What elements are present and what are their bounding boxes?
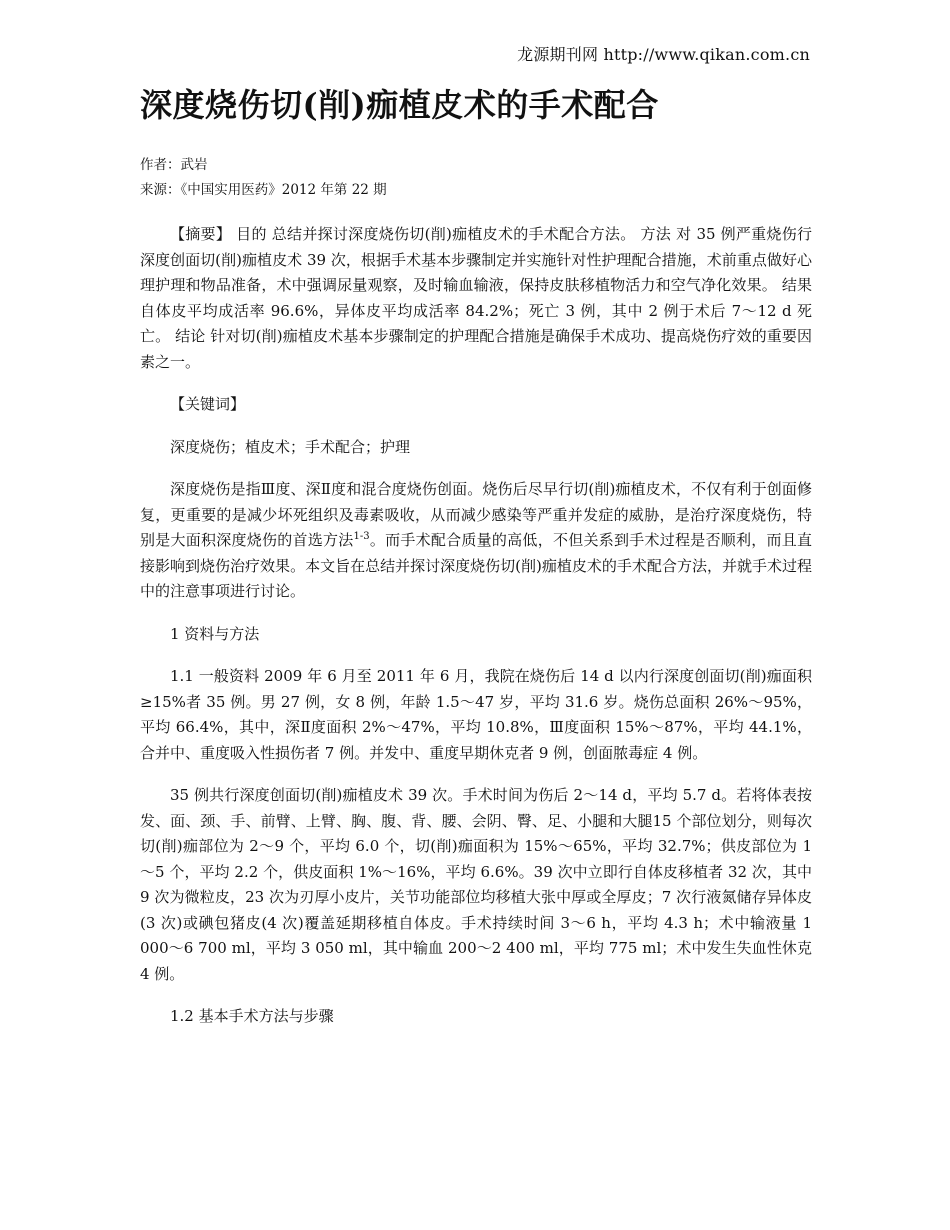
keywords-paragraph: 深度烧伤；植皮术；手术配合；护理 xyxy=(170,437,411,456)
article-body xyxy=(140,222,812,1047)
source-line: 来源：《中国实用医药》2012 年第 22 期 xyxy=(140,182,387,198)
intro-paragraph xyxy=(140,477,812,605)
section-heading-1: 1 资料与方法 xyxy=(170,624,260,643)
reference-superscript: 1-3 xyxy=(353,531,370,542)
surgery-details-paragraph: 35 例共行深度创面切(削)痂植皮术 39 次。手术时间为伤后 2～14 d，平均 5.7 d。若将体表按发、面、颈、手、前臂、上臂、胸、腹、背、腰、会阴、臀、足、小腿和大腿15 个部位划分，则每次切(削)痂部位为 2～9 个，平均 6.0 个，切(削)痂面积为 15%～65%，平均 32.7%；供皮部位为 1～5 个，平均 2.2 个，供皮面积 1%～16%，平均 6.6%。39 次中立即行自体皮移植者 32 次，其中 9 次为微粒皮，23 次为刃厚小皮片，关节功能部位均移植大张中厚或全厚皮；7 次行液氮储存异体皮(3 次)或碘包猪皮(4 次)覆盖延期移植自体皮。手术持续时间 3～6 h，平均 4.3 h；术中输液量 1 000～6 700 ml，平均 3 050 ml，其中输血 200～2 400 ml，平均 775 ml；术中发生失血性休克 4 例。 xyxy=(140,786,812,983)
intro-text-part1: 深度烧伤是指Ⅲ度、深Ⅱ度和混合度烧伤创面。烧伤后尽早行切(削)痂植皮术，不仅有利于创面修复，更重要的是减少坏死组织及毒素吸收，从而减少感染等严重并发症的威胁，是治疗深度烧伤，特别是大面积深度烧伤的首选方法 xyxy=(140,480,812,549)
article-meta xyxy=(140,153,387,203)
author-line: 作者：武岩 xyxy=(140,157,208,173)
subsection-1-1-paragraph: 1.1 一般资料 2009 年 6 月至 2011 年 6 月，我院在烧伤后 14 d 以内行深度创面切(削)痂面积≥15%者 35 例。男 27 例，女 8 例，年龄 1.5～47 岁，平均 31.6 岁。烧伤总面积 26%～95%，平均 66.4%，其中，深Ⅱ度面积 2%～47%，平均 10.8%，Ⅲ度面积 15%～87%，平均 44.1%，合并中、重度吸入性损伤者 7 例。并发中、重度早期休克者 9 例，创面脓毒症 4 例。 xyxy=(140,667,812,762)
subsection-heading-1-2: 1.2 基本手术方法与步骤 xyxy=(170,1007,334,1025)
article-title: 深度烧伤切(削)痂植皮术的手术配合 xyxy=(140,86,659,124)
keywords-label: 【关键词】 xyxy=(170,395,246,413)
intro-text-part2: 。而手术配合质量的高低，不但关系到手术过程是否顺利，而且直接影响到烧伤治疗效果。本文旨在总结并探讨深度烧伤切(削)痂植皮术的手术配合方法，并就手术过程中的注意事项进行讨论。 xyxy=(140,531,812,600)
abstract-paragraph: 【摘要】 目的 总结并探讨深度烧伤切(削)痂植皮术的手术配合方法。 方法 对 35 例严重烧伤行深度创面切(削)痂植皮术 39 次，根据手术基本步骤制定并实施针对性护理配合措施，术前重点做好心理护理和物品准备，术中强调尿量观察，及时输血输液，保持皮肤移植物活力和空气净化效果。 结果 自体皮平均成活率 96.6%，异体皮平均成活率 84.2%；死亡 3 例，其中 2 例于术后 7～12 d 死亡。 结论 针对切(削)痂植皮术基本步骤制定的护理配合措施是确保手术成功、提高烧伤疗效的重要因素之一。 xyxy=(140,225,812,371)
site-header: 龙源期刊网 http://www.qikan.com.cn xyxy=(517,45,810,64)
